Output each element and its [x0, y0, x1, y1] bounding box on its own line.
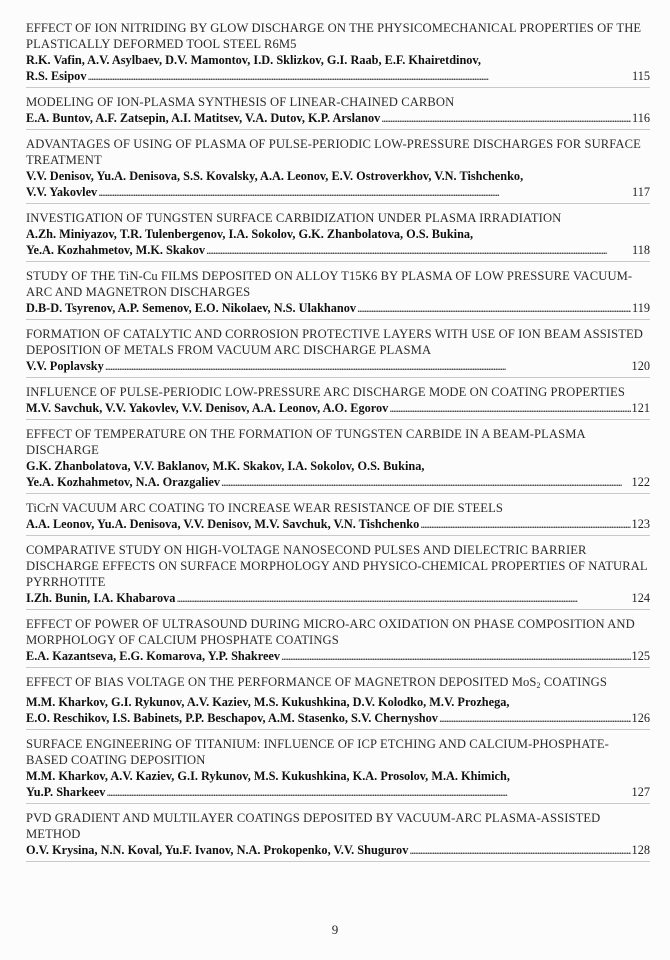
entry-title: STUDY OF THE TiN-Cu FILMS DEPOSITED ON ALLOY T15K6 BY PLASMA OF LOW PRESSURE VACUUM-ARC AND MAGNETRON DISCHARGES	[26, 269, 633, 299]
entry-title: EFFECT OF POWER OF ULTRASOUND DURING MICRO-ARC OXIDATION ON PHASE COMPOSITION AND MORPHOLOGY OF CALCIUM PHOSPHATE COATINGS	[26, 617, 635, 647]
entry-authors-line	[26, 110, 650, 126]
entry-authors-line	[26, 474, 650, 490]
entry-authors: M.V. Savchuk, V.V. Yakovlev, V.V. Denisov, A.A. Leonov, A.O. Egorov	[26, 401, 389, 415]
entry-title: TiCrN VACUUM ARC COATING TO INCREASE WEAR RESISTANCE OF DIE STEELS	[26, 501, 503, 515]
dot-leader	[98, 184, 631, 200]
table-of-contents	[26, 20, 650, 868]
dot-leader	[221, 474, 631, 490]
dot-leader	[420, 516, 630, 532]
toc-entry[interactable]	[26, 500, 650, 536]
entry-page-number[interactable]: 124	[631, 591, 650, 605]
toc-entry[interactable]	[26, 736, 650, 804]
dot-leader	[409, 842, 630, 858]
entry-title: COMPARATIVE STUDY ON HIGH-VOLTAGE NANOSECOND PULSES AND DIELECTRIC BARRIER DISCHARGE EFFECTS ON SURFACE MORPHOLOGY AND PHYSICO-CHEMICAL PROPERTIES OF NATURAL PYRRHOTITE	[26, 543, 648, 589]
entry-title: MODELING OF ION-PLASMA SYNTHESIS OF LINEAR-CHAINED CARBON	[26, 95, 455, 109]
entry-authors: Ye.A. Kozhahmetov, N.A. Orazgaliev	[26, 475, 220, 489]
entry-authors-line	[26, 358, 650, 374]
entry-authors: V.V. Yakovlev	[26, 185, 98, 199]
entry-authors-line	[26, 242, 650, 258]
dot-leader	[176, 590, 630, 606]
toc-entry[interactable]	[26, 616, 650, 668]
entry-authors: G.K. Zhanbolatova, V.V. Baklanov, M.K. Skakov, I.A. Sokolov, O.S. Bukina,	[26, 459, 425, 473]
toc-entry[interactable]	[26, 94, 650, 130]
entry-authors: Ye.A. Kozhahmetov, M.K. Skakov	[26, 243, 205, 257]
entry-page-number[interactable]: 126	[631, 711, 650, 725]
entry-title: EFFECT OF TEMPERATURE ON THE FORMATION OF TUNGSTEN CARBIDE IN A BEAM-PLASMA DISCHARGE	[26, 427, 586, 457]
entry-authors-line	[26, 184, 650, 200]
entry-page-number[interactable]: 118	[632, 243, 650, 257]
entry-title: ADVANTAGES OF USING OF PLASMA OF PULSE-PERIODIC LOW-PRESSURE DISCHARGES FOR SURFACE TREATMENT	[26, 137, 641, 167]
entry-page-number[interactable]: 120	[631, 359, 650, 373]
toc-entry[interactable]	[26, 674, 650, 730]
toc-entry[interactable]	[26, 210, 650, 262]
page-number: 9	[331, 922, 339, 937]
dot-leader	[389, 400, 630, 416]
dot-leader	[106, 784, 630, 800]
entry-authors-line	[26, 516, 650, 532]
entry-title: SURFACE ENGINEERING OF TITANIUM: INFLUENCE OF ICP ETCHING AND CALCIUM-PHOSPHATE-BASED COATING DEPOSITION	[26, 737, 609, 767]
dot-leader	[281, 648, 631, 664]
entry-authors: A.A. Leonov, Yu.A. Denisova, V.V. Denisov, M.V. Savchuk, V.N. Tishchenko	[26, 517, 420, 531]
entry-authors: D.B-D. Tsyrenov, A.P. Semenov, E.O. Nikolaev, N.S. Ulakhanov	[26, 301, 357, 315]
toc-entry[interactable]	[26, 810, 650, 862]
toc-entry[interactable]	[26, 268, 650, 320]
entry-page-number[interactable]: 119	[632, 301, 650, 315]
entry-page-number[interactable]: 128	[631, 843, 650, 857]
toc-entry[interactable]	[26, 20, 650, 88]
dot-leader	[357, 300, 631, 316]
entry-authors-line	[26, 710, 650, 726]
entry-authors: E.O. Reschikov, I.S. Babinets, P.P. Beschapov, A.M. Stasenko, S.V. Chernyshov	[26, 711, 438, 725]
entry-authors: R.K. Vafin, A.V. Asylbaev, D.V. Mamontov, I.D. Sklizkov, G.I. Raab, E.F. Khairetdinov,	[26, 53, 481, 67]
entry-authors: E.A. Kazantseva, E.G. Komarova, Y.P. Shakreev	[26, 649, 281, 663]
entry-title: EFFECT OF ION NITRIDING BY GLOW DISCHARGE ON THE PHYSICOMECHANICAL PROPERTIES OF THE PLASTICALLY DEFORMED TOOL STEEL R6M5	[26, 21, 642, 51]
entry-title: INVESTIGATION OF TUNGSTEN SURFACE CARBIDIZATION UNDER PLASMA IRRADIATION	[26, 211, 562, 225]
entry-page-number[interactable]: 115	[632, 69, 650, 83]
entry-authors: V.V. Poplavsky	[26, 359, 104, 373]
toc-entry[interactable]	[26, 384, 650, 420]
title-subscript: 2	[536, 681, 541, 690]
toc-entry[interactable]	[26, 326, 650, 378]
toc-entry[interactable]	[26, 542, 650, 610]
entry-authors: E.A. Buntov, A.F. Zatsepin, A.I. Matitsev, V.A. Dutov, K.P. Arslanov	[26, 111, 381, 125]
entry-page-number[interactable]: 123	[631, 517, 650, 531]
entry-authors-line	[26, 648, 650, 664]
entry-authors-line	[26, 784, 650, 800]
entry-title: FORMATION OF CATALYTIC AND CORROSION PROTECTIVE LAYERS WITH USE OF ION BEAM ASSISTED DEPOSITION OF METALS FROM VACUUM ARC DISCHARGE PLASMA	[26, 327, 643, 357]
entry-authors-line	[26, 68, 650, 84]
entry-authors-line	[26, 300, 650, 316]
entry-authors-line	[26, 590, 650, 606]
dot-leader	[87, 68, 631, 84]
entry-title: INFLUENCE OF PULSE-PERIODIC LOW-PRESSURE ARC DISCHARGE MODE ON COATING PROPERTIES	[26, 385, 625, 399]
dot-leader	[439, 710, 631, 726]
entry-page-number[interactable]: 121	[631, 401, 650, 415]
entry-page-number[interactable]: 116	[632, 111, 650, 125]
entry-authors: O.V. Krysina, N.N. Koval, Yu.F. Ivanov, N.A. Prokopenko, V.V. Shugurov	[26, 843, 409, 857]
entry-page-number[interactable]: 122	[631, 475, 650, 489]
dot-leader	[381, 110, 631, 126]
toc-entry[interactable]	[26, 426, 650, 494]
entry-title: EFFECT OF BIAS VOLTAGE ON THE PERFORMANCE OF MAGNETRON DEPOSITED MoS$_2$ COATINGS	[26, 675, 607, 690]
entry-page-number[interactable]: 117	[632, 185, 650, 199]
entry-authors: A.Zh. Miniyazov, T.R. Tulenbergenov, I.A. Sokolov, G.K. Zhanbolatova, O.S. Bukina,	[26, 227, 474, 241]
entry-authors: I.Zh. Bunin, I.A. Khabarova	[26, 591, 176, 605]
entry-authors: M.M. Kharkov, A.V. Kaziev, G.I. Rykunov, M.S. Kukushkina, K.A. Prosolov, M.A. Khimich,	[26, 769, 510, 783]
entry-authors-line	[26, 400, 650, 416]
entry-authors: R.S. Esipov	[26, 69, 87, 83]
entry-authors-line	[26, 842, 650, 858]
entry-page-number[interactable]: 125	[631, 649, 650, 663]
entry-title: PVD GRADIENT AND MULTILAYER COATINGS DEPOSITED BY VACUUM-ARC PLASMA-ASSISTED METHOD	[26, 811, 601, 841]
dot-leader	[105, 358, 631, 374]
entry-authors: M.M. Kharkov, G.I. Rykunov, A.V. Kaziev, M.S. Kukushkina, D.V. Kolodko, M.V. Prozhega,	[26, 695, 510, 709]
dot-leader	[206, 242, 631, 258]
entry-authors: V.V. Denisov, Yu.A. Denisova, S.S. Kovalsky, A.A. Leonov, E.V. Ostroverkhov, V.N. Tishchenko,	[26, 169, 524, 183]
entry-authors: Yu.P. Sharkeev	[26, 785, 106, 799]
toc-entry[interactable]	[26, 136, 650, 204]
entry-page-number[interactable]: 127	[631, 785, 650, 799]
